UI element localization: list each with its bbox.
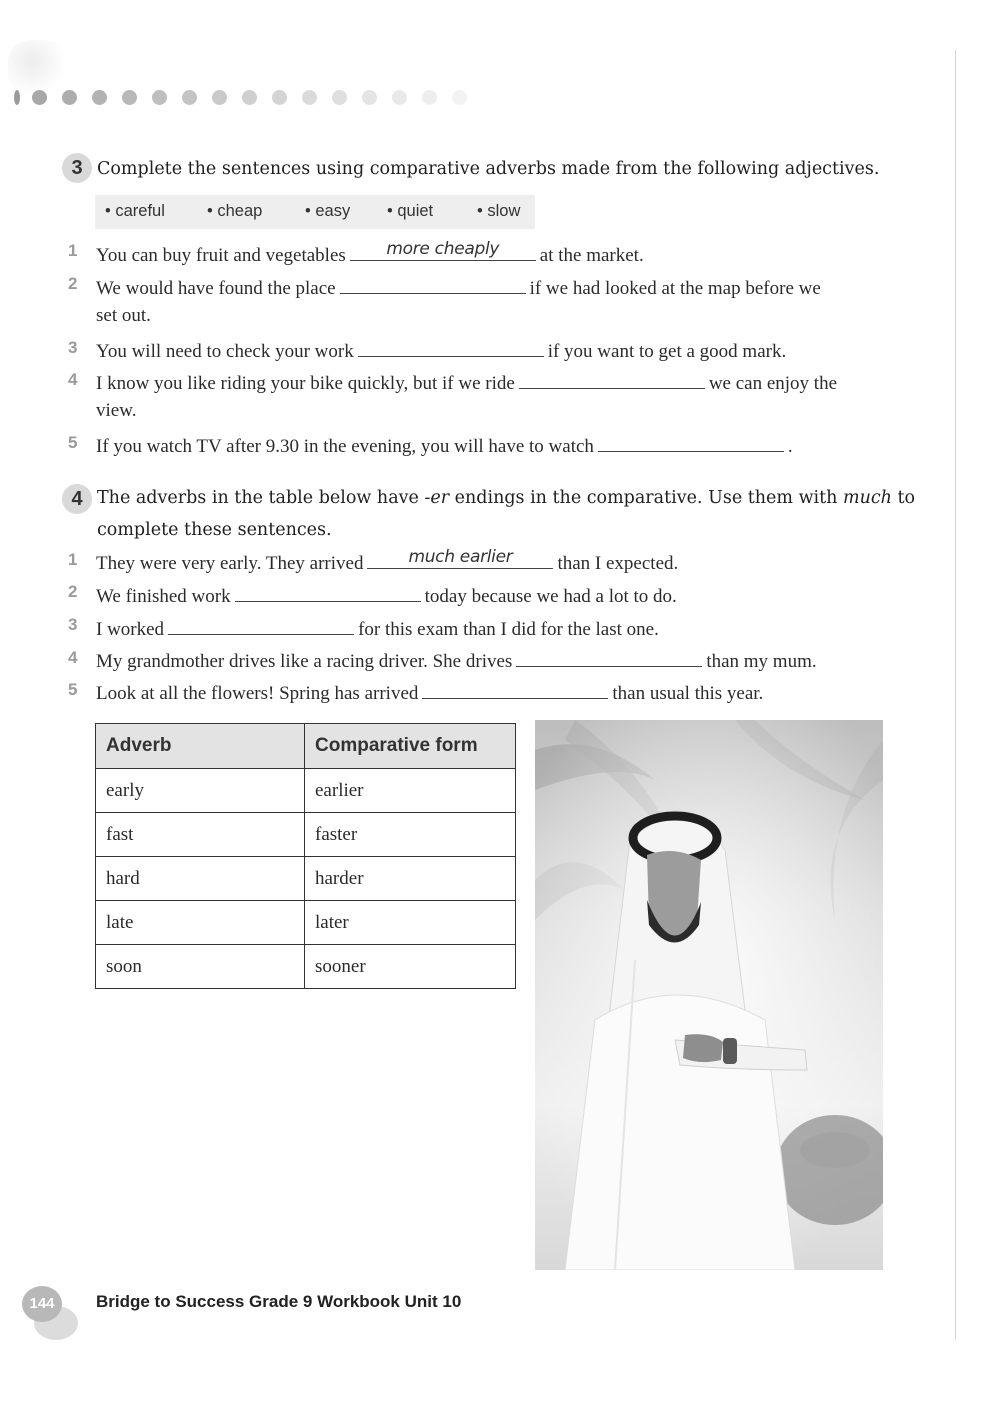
column-header-adverb: Adverb xyxy=(96,724,305,769)
word-chip: • careful xyxy=(105,202,165,220)
sentence-start: They were very early. They arrived xyxy=(96,553,364,574)
answer-blank[interactable] xyxy=(358,336,544,357)
exercise-3-number: 3 xyxy=(62,153,92,183)
word-box xyxy=(95,195,535,229)
sentence-end: than usual this year. xyxy=(612,683,764,704)
answer-blank[interactable] xyxy=(516,646,702,667)
answer-blank[interactable] xyxy=(168,614,354,635)
exercise-3-item-2 xyxy=(96,273,821,300)
exercise-3-instruction: Complete the sentences using comparative adverbs made from the following adjectives. xyxy=(97,159,880,179)
word-chip: • cheap xyxy=(207,202,263,220)
sentence-start: You can buy fruit and vegetables xyxy=(96,245,346,266)
sentence-start: Look at all the flowers! Spring has arrived xyxy=(96,683,419,704)
item-number: 1 xyxy=(68,241,78,260)
adverb-cell: early xyxy=(96,769,305,813)
word-chip: • slow xyxy=(477,202,521,220)
sentence-end: if you want to get a good mark. xyxy=(547,341,787,362)
item-number: 4 xyxy=(68,370,78,389)
comparative-cell: harder xyxy=(305,857,516,901)
answer-blank[interactable] xyxy=(598,431,784,452)
instruction-text: to xyxy=(891,488,916,508)
answer-blank[interactable] xyxy=(340,273,526,294)
sentence-end: today because we had a lot to do. xyxy=(424,586,677,607)
word-chip: • quiet xyxy=(387,202,434,220)
table-row xyxy=(96,901,516,945)
answer-blank[interactable] xyxy=(422,678,608,699)
item-number: 3 xyxy=(68,615,78,634)
adverb-cell: late xyxy=(96,901,305,945)
item-number: 2 xyxy=(68,274,78,293)
instruction-emphasis: -er xyxy=(424,488,450,508)
sentence-end: . xyxy=(787,436,793,457)
page-edge-rule xyxy=(955,50,956,1340)
sentence-start: If you watch TV after 9.30 in the evening, you will have to watch xyxy=(96,436,594,457)
item-number: 3 xyxy=(68,338,78,357)
exercise-4-item-3 xyxy=(96,614,659,641)
photo-man-checking-watch xyxy=(535,720,883,1270)
item-number: 2 xyxy=(68,582,78,601)
footer-title: Bridge to Success Grade 9 Workbook Unit 10 xyxy=(96,1292,462,1311)
exercise-4-number: 4 xyxy=(62,484,92,514)
exercise-3-item-2-continued: set out. xyxy=(96,305,151,326)
answer-blank[interactable] xyxy=(235,581,421,602)
sentence-start: You will need to check your work xyxy=(96,341,354,362)
sentence-end: we can enjoy the xyxy=(708,373,838,394)
exercise-3-item-5 xyxy=(96,431,793,458)
item-number: 4 xyxy=(68,648,78,667)
sentence-start: I worked xyxy=(96,619,165,640)
adverb-cell: soon xyxy=(96,945,305,989)
example-answer: much earlier xyxy=(408,547,513,567)
instruction-text: endings in the comparative. Use them with xyxy=(449,488,844,508)
sentence-end: at the market. xyxy=(539,245,644,266)
exercise-3-item-4-continued: view. xyxy=(96,400,137,421)
sentence-start: We finished work xyxy=(96,586,231,607)
table-row xyxy=(96,769,516,813)
photo-illustration xyxy=(535,720,883,1270)
sentence-end: if we had looked at the map before we xyxy=(529,278,821,299)
table-header-row xyxy=(96,724,516,769)
sentence-end: than I expected. xyxy=(557,553,679,574)
exercise-4-item-2 xyxy=(96,581,677,608)
answer-blank[interactable] xyxy=(350,240,536,261)
exercise-4-item-1 xyxy=(96,548,678,575)
instruction-text: The adverbs in the table below have xyxy=(97,488,425,508)
answer-blank[interactable] xyxy=(519,368,705,389)
table-row xyxy=(96,945,516,989)
column-header-comparative: Comparative form xyxy=(305,724,516,769)
comparative-cell: sooner xyxy=(305,945,516,989)
comparative-cell: later xyxy=(305,901,516,945)
sentence-start: I know you like riding your bike quickly, but if we ride xyxy=(96,373,515,394)
exercise-4-instruction xyxy=(97,482,915,514)
example-answer: more cheaply xyxy=(386,239,500,259)
item-number: 5 xyxy=(68,433,78,452)
sentence-end: for this exam than I did for the last one. xyxy=(358,619,659,640)
exercise-3-item-1 xyxy=(96,240,644,267)
item-number: 5 xyxy=(68,680,78,699)
adverb-cell: hard xyxy=(96,857,305,901)
adverb-cell: fast xyxy=(96,813,305,857)
corner-decoration xyxy=(8,40,68,95)
answer-blank[interactable] xyxy=(367,548,553,569)
table-row xyxy=(96,857,516,901)
adverb-table xyxy=(95,723,516,989)
exercise-3-item-3 xyxy=(96,336,786,363)
exercise-4-item-5 xyxy=(96,678,763,705)
exercise-3-item-4 xyxy=(96,368,837,395)
page-number: 144 xyxy=(22,1286,62,1322)
exercise-4-instruction-continued: complete these sentences. xyxy=(97,520,332,540)
sentence-start: My grandmother drives like a racing driver. She drives xyxy=(96,651,513,672)
comparative-cell: faster xyxy=(305,813,516,857)
word-chip: • easy xyxy=(305,202,351,220)
item-number: 1 xyxy=(68,550,78,569)
exercise-4-item-4 xyxy=(96,646,817,673)
sentence-end: than my mum. xyxy=(706,651,817,672)
comparative-cell: earlier xyxy=(305,769,516,813)
sentence-start: We would have found the place xyxy=(96,278,336,299)
instruction-emphasis: much xyxy=(843,488,892,508)
table-row xyxy=(96,813,516,857)
